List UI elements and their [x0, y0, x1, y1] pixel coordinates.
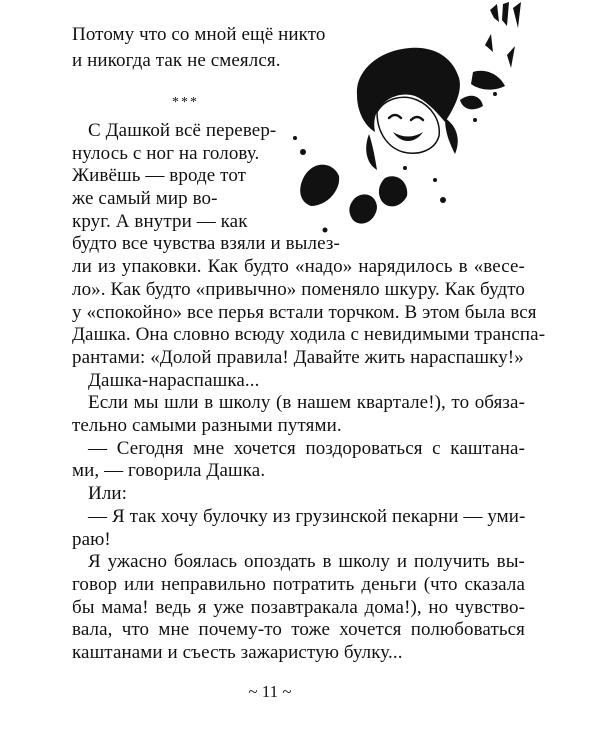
- text-line: рантами: «Долой правила! Давайте жить нараспашку!»: [72, 346, 524, 368]
- text-line: Если мы шли в школу (в нашем квартале!), то обяза-: [88, 392, 525, 414]
- text-line: круг. А внутри — как: [72, 210, 248, 232]
- laughing-girl-illustration: [285, 0, 585, 240]
- text-line: же самый мир во-: [72, 188, 218, 210]
- text-line: тельно самыми разными путями.: [72, 415, 342, 437]
- text-line: — Сегодня мне хочется поздороваться с каштана-: [88, 437, 525, 459]
- text-line: и никогда так не смеялся.: [72, 50, 281, 71]
- text-line: Дашка-нараспашка...: [88, 369, 260, 391]
- text-line: С Дашкой всё перевер-: [88, 120, 277, 141]
- section-separator: ***: [172, 95, 199, 110]
- text-line: Дашка. Она словно всюду ходила с невидимыми транспа-: [72, 324, 546, 346]
- text-line: говор или неправильно потратить деньги (что сказала: [72, 573, 525, 595]
- text-line: ли из упаковки. Как будто «надо» нарядилось в «весе-: [72, 256, 525, 278]
- text-line: Или:: [88, 483, 128, 505]
- text-line: вала, что мне почему-то тоже хочется полюбоваться: [72, 619, 525, 641]
- text-line: ми, — говорила Дашка.: [72, 460, 266, 482]
- page-number: ~ 11 ~: [248, 682, 292, 701]
- text-line: — Я так хочу булочку из грузинской пекарни — уми-: [88, 505, 526, 527]
- text-line: Я ужасно боялась опоздать в школу и получить вы-: [88, 551, 525, 573]
- text-line: ло». Как будто «привычно» поменяло шкуру. Как будто: [72, 278, 525, 300]
- text-line: каштанами и съесть зажаристую булку...: [72, 642, 403, 663]
- text-line: у «спокойно» все перья встали торчком. В этом была вся: [72, 301, 537, 323]
- text-line: Живёшь — вроде тот: [72, 165, 247, 187]
- text-line: будто все чувства взяли и вылез-: [72, 233, 340, 255]
- text-line: бы мама! ведь я уже позавтракала дома!), но чувство-: [72, 596, 525, 618]
- text-line: раю!: [72, 528, 111, 550]
- text-line: нулось с ног на голову.: [72, 142, 260, 164]
- text-line: Потому что со мной ещё никто: [72, 24, 326, 45]
